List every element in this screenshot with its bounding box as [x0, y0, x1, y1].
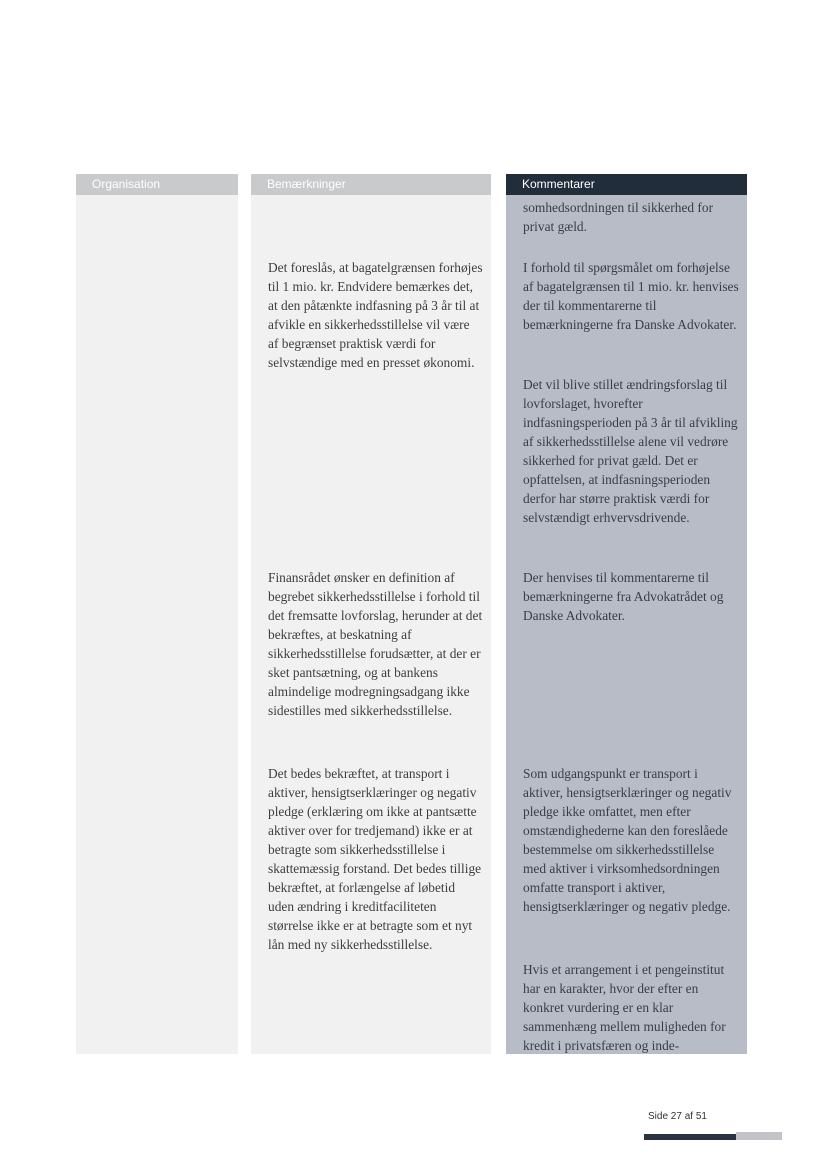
- bemaerkning-paragraph: Finansrådet ønsker en definition af begrebet sikkerhedsstillelse i forhold til det fremsatte lovforslag, herunder at det bekræftes, at beskatning af sikkerhedsstillelse forudsætter, at der er sket pantsætning, og at bankens almindelige modregningsadgang ikke sidestilles med sikkerhedsstillelse.: [268, 570, 483, 718]
- footer-bar-light: [736, 1132, 782, 1140]
- kommentarer-column: [506, 174, 747, 1054]
- bemaerkninger-column: [251, 174, 491, 1054]
- kommentar-paragraph: I forhold til spørgsmålet om forhøjelse af bagatelgrænsen til 1 mio. kr. henvises der til kommentarerne til bemærkningerne fra Danske Advokater.: [523, 260, 739, 332]
- kommentarer-header: Kommentarer: [506, 174, 747, 195]
- kommentar-paragraph: Hvis et arrangement i et pengeinstitut har en karakter, hvor der efter en konkret vurdering er en klar sammenhæng mellem muligheden for kredit i privatsfæren og inde-: [523, 962, 726, 1053]
- bemaerkninger-header: Bemærkninger: [251, 174, 491, 195]
- bemaerkning-paragraph: Det bedes bekræftet, at transport i aktiver, hensigtserklæringer og negativ pledge (erklæring om ikke at pantsætte aktiver over for tredjemand) ikke er at betragte som sikkerhedsstillelse i skattemæssig forstand. Det bedes tillige bekræftet, at forlængelse af løbetid uden ændring i kreditfaciliteten størrelse ikke er at betragte som et nyt lån med ny sikkerhedsstillelse.: [268, 766, 482, 952]
- kommentar-paragraph: somhedsordningen til sikkerhed for privat gæld.: [523, 200, 714, 234]
- kommentar-paragraph: Det vil blive stillet ændringsforslag til lovforslaget, hvorefter indfasningsperioden på 3 år til afvikling af sikkerhedsstillelse alene vil vedrøre sikkerhed for privat gæld. Det er opfattelsen, at indfasningsperioden derfor har større praktisk værdi for selvstændigt erhvervsdrivende.: [523, 377, 738, 525]
- organisation-header: Organisation: [76, 174, 238, 195]
- footer-bar-dark: [644, 1134, 736, 1140]
- bemaerkning-paragraph: Det foreslås, at bagatelgrænsen forhøjes til 1 mio. kr. Endvidere bemærkes det, at den påtænkte indfasning på 3 år til at afvikle en sikkerhedsstillelse vil være af begrænset praktisk værdi for selvstændige med en presset økonomi.: [268, 260, 483, 370]
- page-number: Side 27 af 51: [648, 1111, 707, 1122]
- kommentar-paragraph: Som udgangspunkt er transport i aktiver, hensigtserklæringer og negativ pledge ikke omfattet, men efter omstændighederne kan den foreslåede bestemmelse om sikkerhedsstillelse med aktiver i virksomhedsordningen omfatte transport i aktiver, hensigtserklæringer og negativ pledge.: [523, 766, 732, 914]
- kommentar-paragraph: Der henvises til kommentarerne til bemærkningerne fra Advokatrådet og Danske Advokater.: [523, 570, 724, 623]
- organisation-column: [76, 174, 238, 1054]
